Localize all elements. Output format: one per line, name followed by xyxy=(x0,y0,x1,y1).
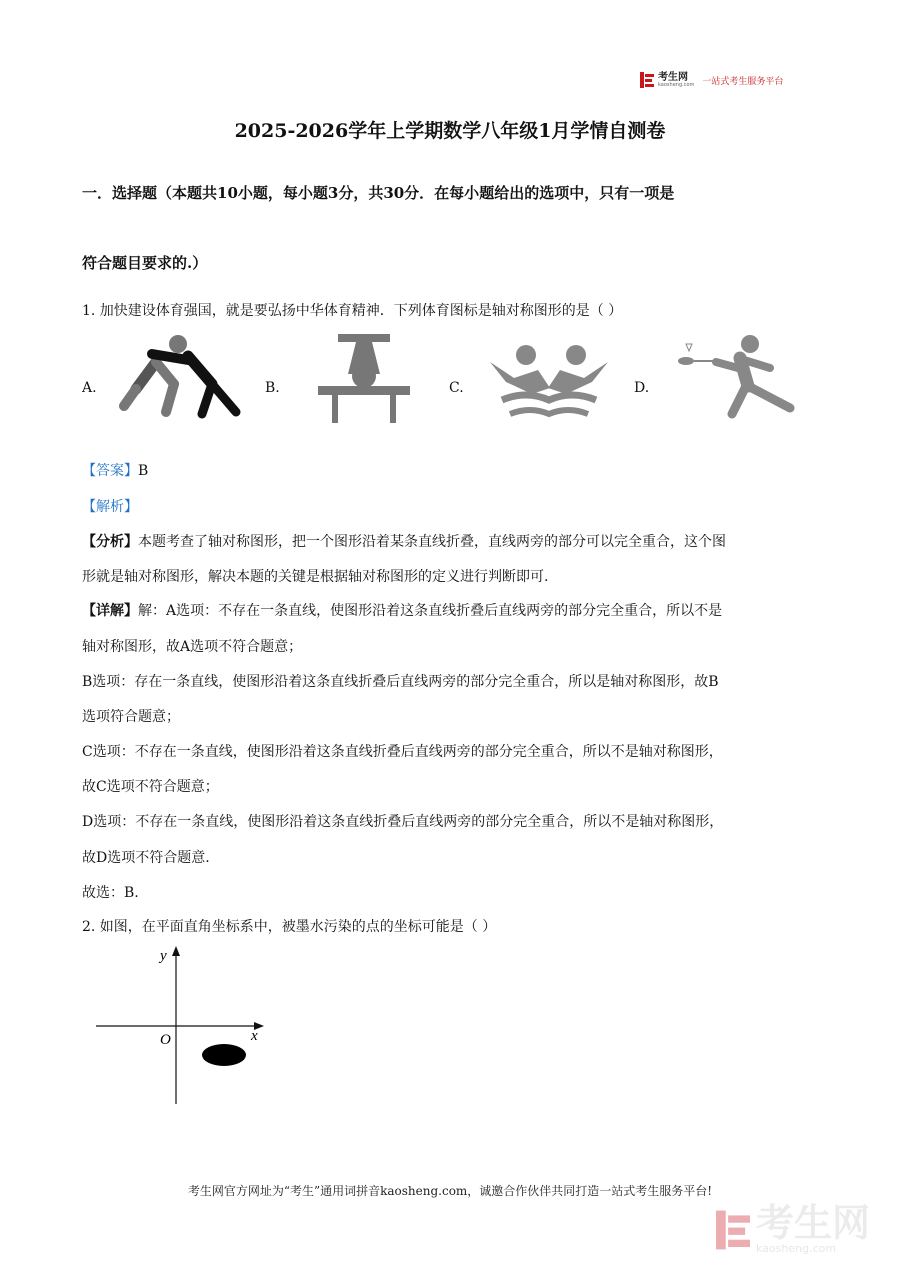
header-brand-logo xyxy=(640,72,783,88)
watermark-text xyxy=(756,1201,871,1255)
coordinate-diagram xyxy=(94,944,274,1110)
detail-line-3: B选项：存在一条直线，使图形沿着这条直线折叠后直线两旁的部分完全重合，所以是轴对称图形，故B xyxy=(82,674,719,690)
brand-slogan: 一站式考生服务平台 xyxy=(702,76,784,87)
brand-domain: kaosheng.com xyxy=(658,81,695,88)
badminton-icon xyxy=(674,334,798,424)
detail-line-7: D选项：不存在一条直线，使图形沿着这条直线折叠后直线两旁的部分完全重合，所以不是轴对称图形， xyxy=(82,814,724,830)
brand-logo-icon xyxy=(640,72,654,88)
option-a-label: A. xyxy=(82,380,97,396)
brand-name: 考生网 xyxy=(658,71,688,83)
watermark xyxy=(716,1201,871,1255)
conclusion-line: 故选：B. xyxy=(82,885,139,901)
answer-line xyxy=(82,460,148,480)
question-2-stem: 2. 如图，在平面直角坐标系中，被墨水污染的点的坐标可能是（ ） xyxy=(82,919,497,935)
watermark-logo-icon xyxy=(716,1210,750,1250)
watermark-domain: kaosheng.com xyxy=(756,1242,837,1255)
detail-line-8: 故D选项不符合题意. xyxy=(82,850,210,866)
weightlifting-icon xyxy=(318,334,410,424)
section-heading-line2: 符合题目要求的.） xyxy=(82,254,208,272)
analysis-line-1 xyxy=(82,531,726,551)
analysis-tag: 【解析】 xyxy=(82,499,138,515)
watermark-name: 考生网 xyxy=(756,1201,871,1245)
analysis-text-1: 本题考查了轴对称图形，把一个图形沿着某条直线折叠，直线两旁的部分可以完全重合，这个图 xyxy=(138,534,726,550)
y-axis-arrow-icon xyxy=(172,946,180,956)
analysis-label: 【分析】 xyxy=(82,534,138,550)
detail-line-6: 故C选项不符合题意； xyxy=(82,779,219,795)
detail-line-5: C选项：不存在一条直线，使图形沿着这条直线折叠后直线两旁的部分完全重合，所以不是轴对称图形， xyxy=(82,744,723,760)
origin-label: O xyxy=(160,1032,171,1048)
detail-line-4: 选项符合题意； xyxy=(82,709,180,725)
answer-tag: 【答案】 xyxy=(82,463,138,479)
x-axis-label: x xyxy=(251,1028,258,1044)
ink-blot xyxy=(202,1044,246,1066)
section-heading-line1: 一．选择题（本题共10小题，每小题3分，共30分．在每小题给出的选项中，只有一项是 xyxy=(82,184,675,202)
analysis-line-2: 形就是轴对称图形，解决本题的关键是根据轴对称图形的定义进行判断即可. xyxy=(82,569,549,585)
option-c-label: C. xyxy=(449,380,464,396)
detail-line-2: 轴对称图形，故A选项不符合题意； xyxy=(82,639,303,655)
option-d-label: D. xyxy=(634,380,650,396)
question-1-stem: 1. 加快建设体育强国，就是要弘扬中华体育精神．下列体育图标是轴对称图形的是（ ） xyxy=(82,303,623,319)
detail-text-1: 解：A选项：不存在一条直线，使图形沿着这条直线折叠后直线两旁的部分完全重合，所以不是 xyxy=(138,603,723,619)
page-title: 2025-2026学年上学期数学八年级1月学情自测卷 xyxy=(234,120,666,142)
detail-line-1 xyxy=(82,600,722,620)
wrestling-icon xyxy=(116,334,246,420)
water-polo-icon xyxy=(486,344,612,418)
footer-text: 考生网官方网址为“考生”通用词拼音kaosheng.com，诚邀合作伙伴共同打造一站式考生服务平台! xyxy=(187,1184,713,1198)
option-b-label: B. xyxy=(265,380,280,396)
brand-text xyxy=(658,73,694,88)
detail-label: 【详解】 xyxy=(82,603,138,619)
y-axis-label: y xyxy=(160,948,167,964)
answer-value: B xyxy=(138,463,149,479)
